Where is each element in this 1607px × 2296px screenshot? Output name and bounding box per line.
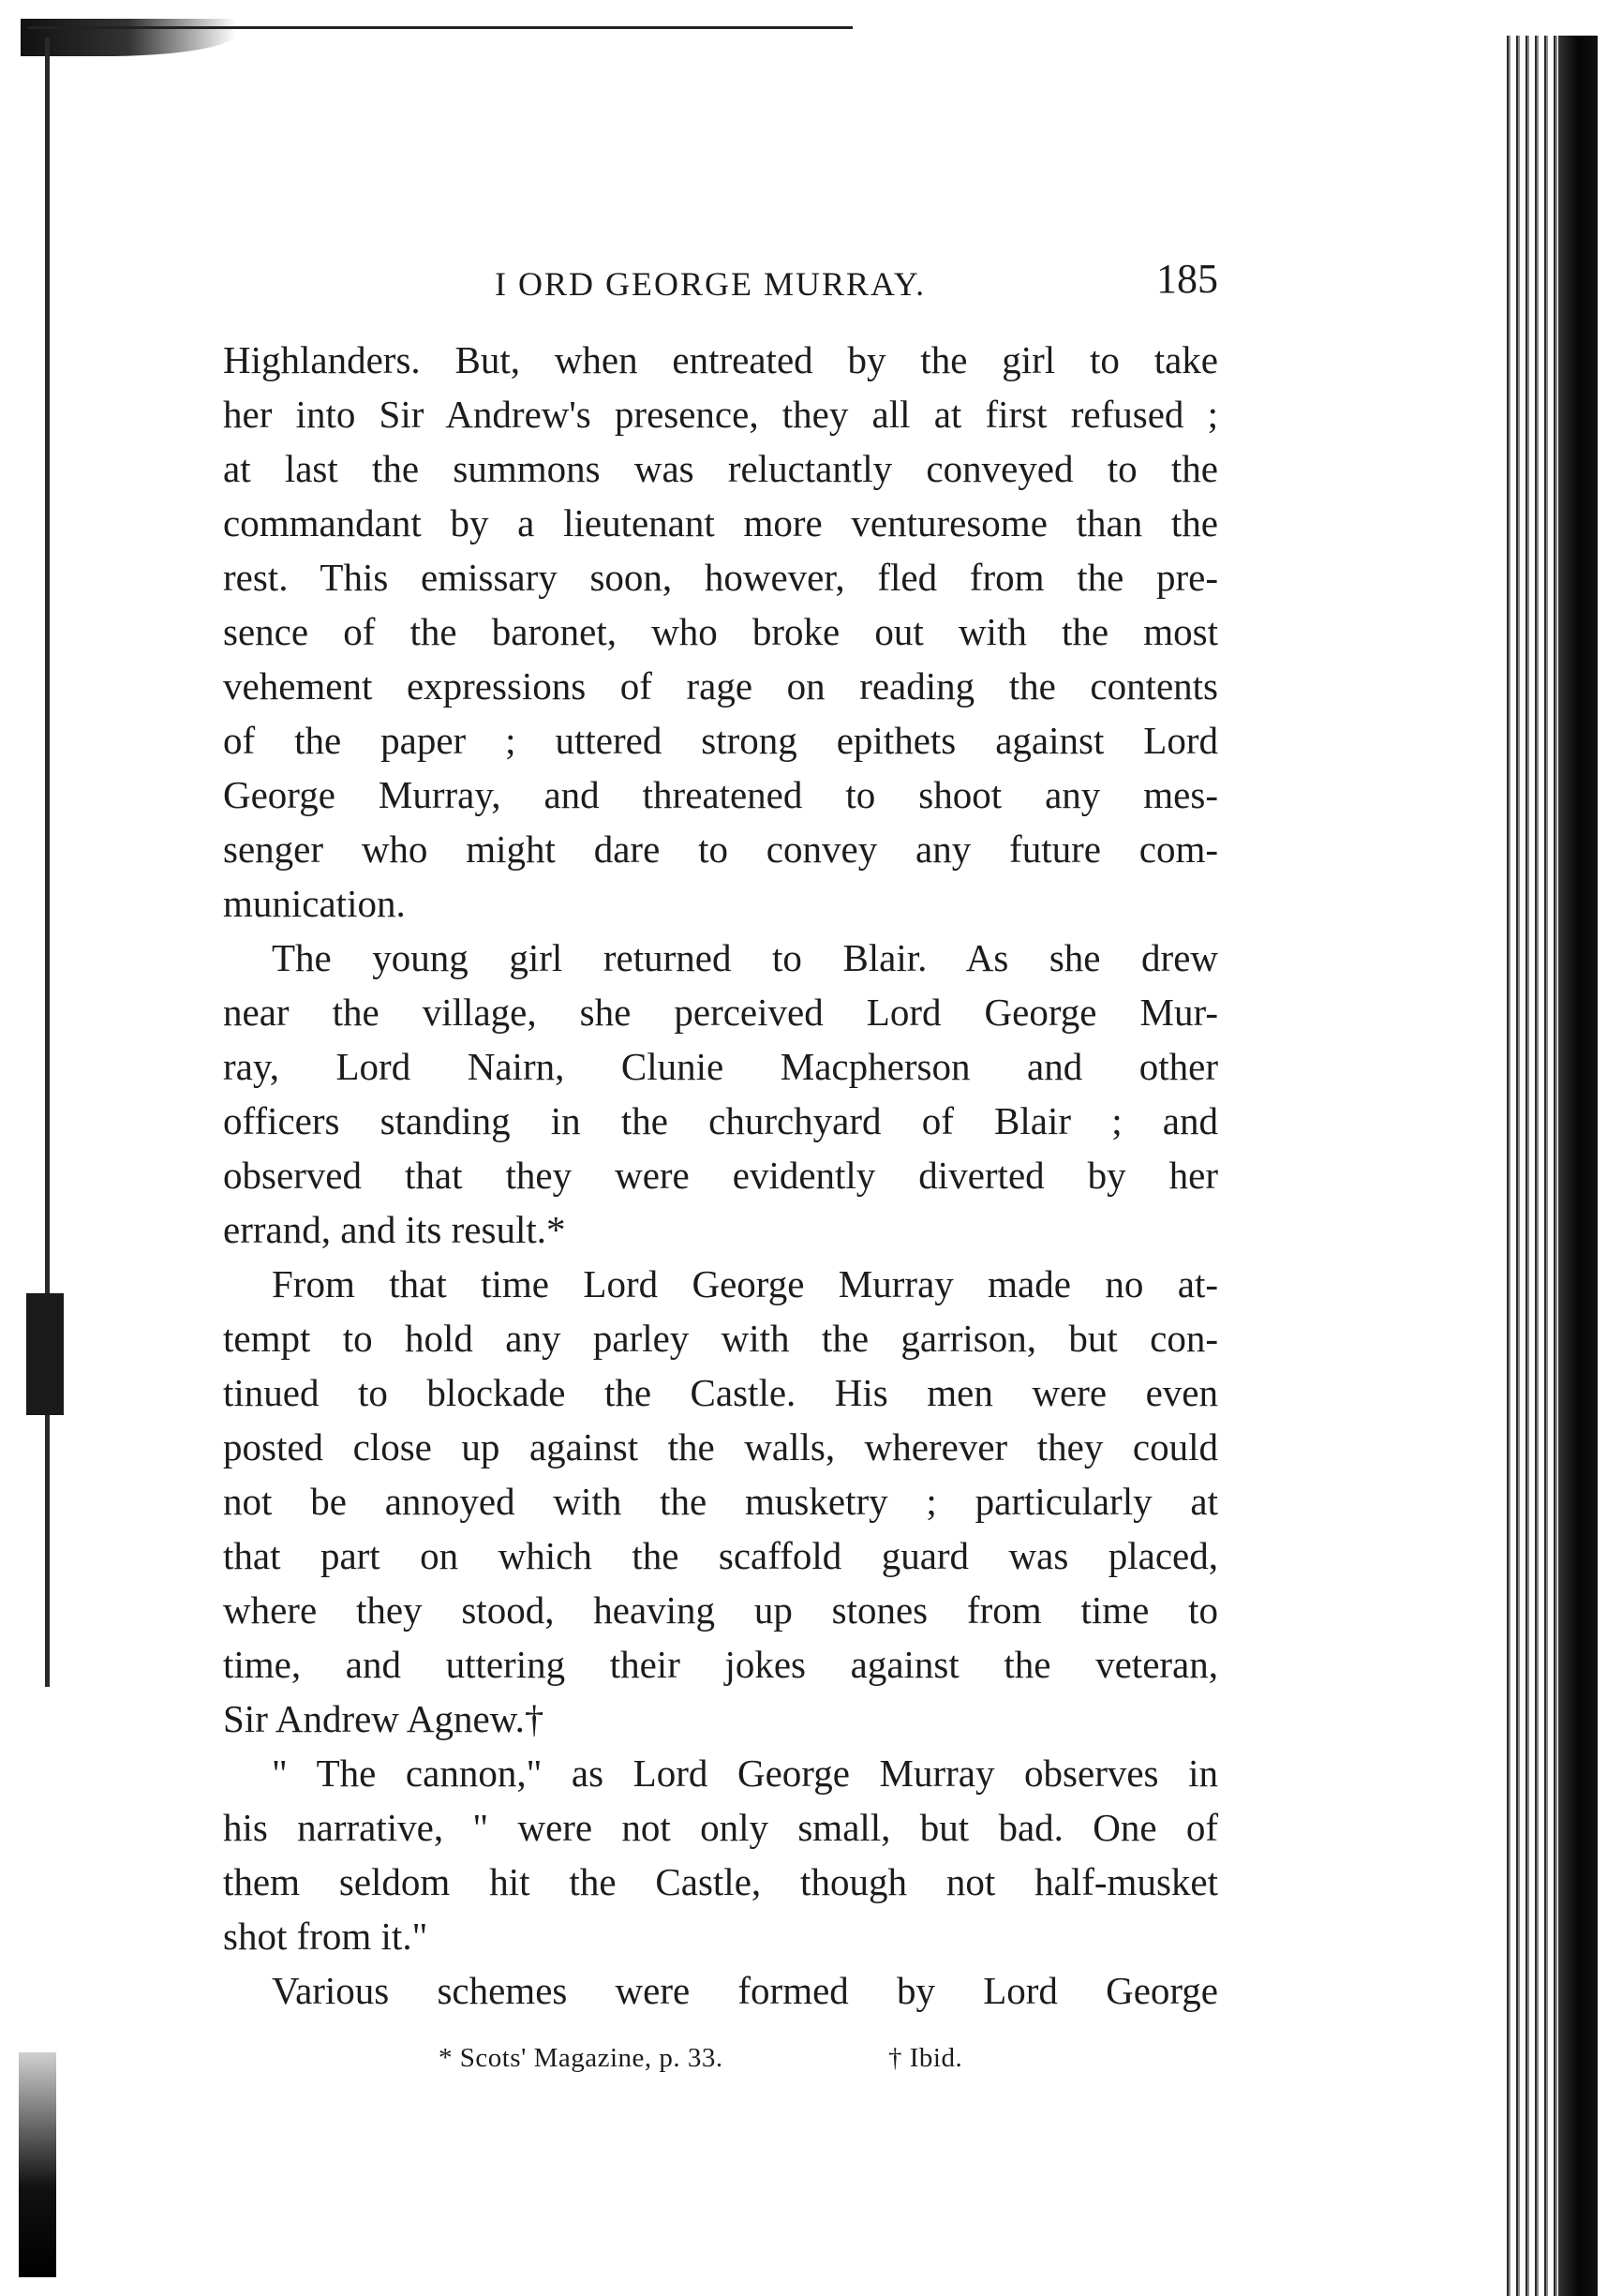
text-line: " The cannon," as Lord George Murray observes in xyxy=(272,1752,1218,1795)
running-title: I ORD GEORGE MURRAY. xyxy=(495,265,927,303)
text-line: rest. This emissary soon, however, fled from the pre- xyxy=(223,556,1218,599)
page-stack-edge-right xyxy=(1504,36,1598,2296)
scan-blot-left-bottom xyxy=(19,2052,56,2277)
body-text xyxy=(223,333,1218,2018)
text-line: her into Sir Andrew's presence, they all at first refused ; xyxy=(223,393,1218,436)
text-line: tinued to blockade the Castle. His men were even xyxy=(223,1371,1218,1414)
paragraph xyxy=(223,333,1218,931)
text-line: them seldom hit the Castle, though not half-musket xyxy=(223,1860,1218,1903)
text-line: his narrative, " were not only small, but bad. One of xyxy=(223,1806,1218,1849)
text-line: at last the summons was reluctantly conveyed to the xyxy=(223,447,1218,490)
footnote: * Scots' Magazine, p. 33. xyxy=(439,2043,723,2073)
text-line: tempt to hold any parley with the garrison, but con- xyxy=(223,1317,1218,1360)
paragraph xyxy=(223,1746,1218,1963)
text-line: errand, and its result.* xyxy=(223,1208,566,1251)
text-line: Sir Andrew Agnew.† xyxy=(223,1697,544,1740)
text-line: where they stood, heaving up stones from time to xyxy=(223,1588,1218,1632)
paragraph xyxy=(223,1963,1218,2018)
scan-blot-left xyxy=(26,1293,64,1415)
text-line: sence of the baronet, who broke out with the most xyxy=(223,610,1218,653)
scan-shadow-top xyxy=(21,19,236,56)
text-line: that part on which the scaffold guard was placed, xyxy=(223,1534,1218,1577)
text-line: of the paper ; uttered strong epithets against Lord xyxy=(223,719,1218,762)
paragraph xyxy=(223,1257,1218,1746)
text-line: ray, Lord Nairn, Clunie Macpherson and other xyxy=(223,1045,1218,1088)
text-line: vehement expressions of rage on reading the contents xyxy=(223,664,1218,708)
text-line: Highlanders. But, when entreated by the girl to take xyxy=(223,338,1218,381)
page-header xyxy=(223,251,1218,307)
text-line: The young girl returned to Blair. As she drew xyxy=(272,936,1218,979)
text-line: Various schemes were formed by Lord George xyxy=(272,1969,1218,2012)
paragraph xyxy=(223,931,1218,1257)
text-line: From that time Lord George Murray made no at- xyxy=(272,1262,1218,1305)
text-line: not be annoyed with the musketry ; particularly at xyxy=(223,1480,1218,1523)
scan-edge-left xyxy=(45,37,50,1687)
footnote: † Ibid. xyxy=(888,2043,963,2073)
text-line: near the village, she perceived Lord George Mur- xyxy=(223,991,1218,1034)
text-line: shot from it." xyxy=(223,1915,428,1958)
text-line: observed that they were evidently diverted by her xyxy=(223,1154,1218,1197)
text-line: posted close up against the walls, wherever they could xyxy=(223,1425,1218,1469)
text-line: commandant by a lieutenant more venturesome than the xyxy=(223,501,1218,544)
text-line: senger who might dare to convey any future com- xyxy=(223,827,1218,871)
scan-edge-top xyxy=(28,26,853,29)
page-number: 185 xyxy=(1156,256,1218,302)
text-line: officers standing in the churchyard of Blair ; and xyxy=(223,1099,1218,1142)
text-line: time, and uttering their jokes against the veteran, xyxy=(223,1643,1218,1686)
text-line: munication. xyxy=(223,882,406,925)
text-line: George Murray, and threatened to shoot any mes- xyxy=(223,773,1218,816)
